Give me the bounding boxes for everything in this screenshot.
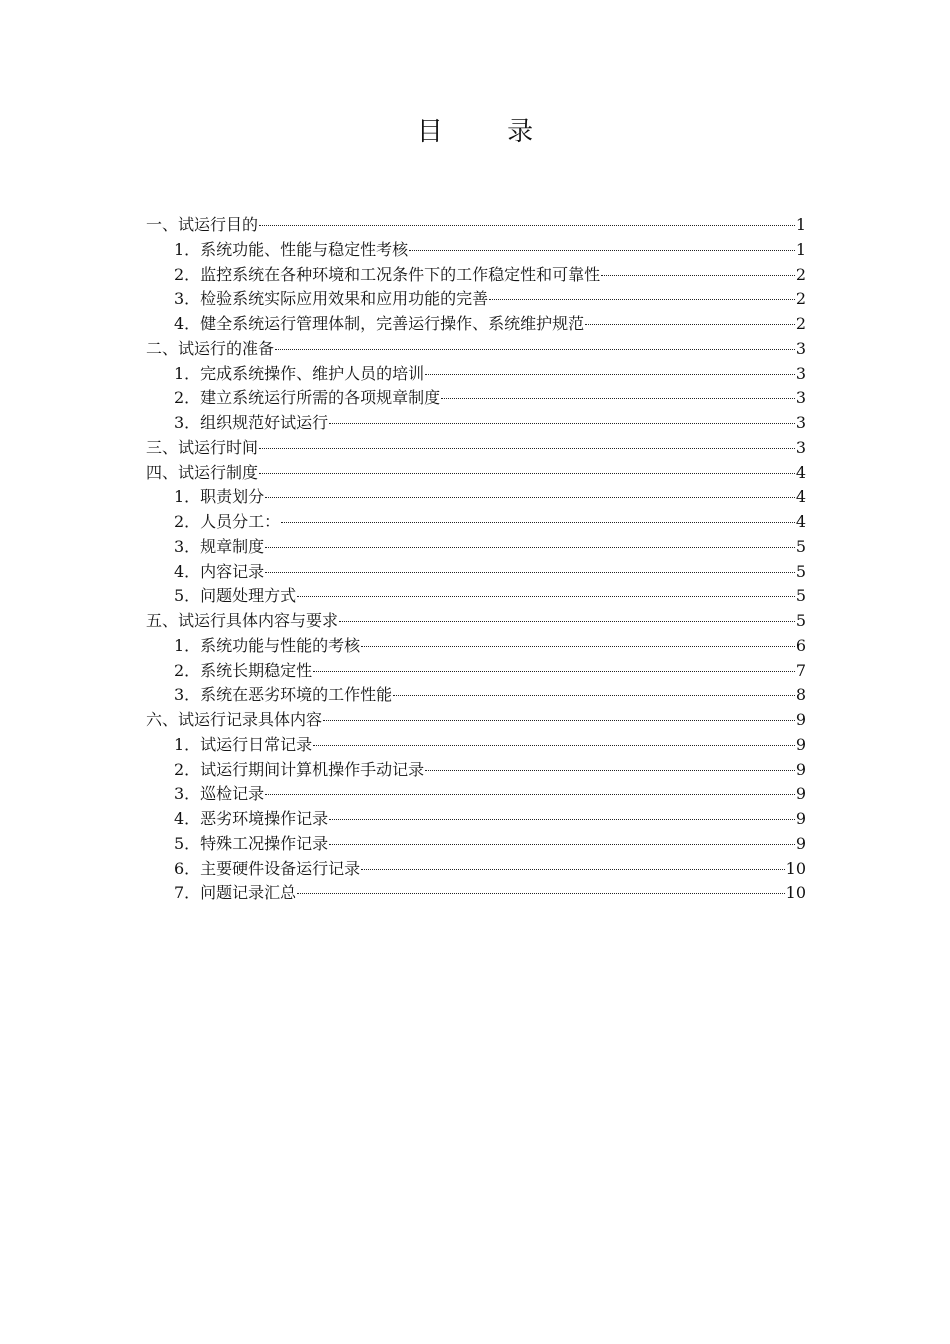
toc-entry[interactable] xyxy=(146,535,806,560)
dot-leader xyxy=(265,547,795,548)
toc-entry-page-number: 5 xyxy=(795,536,806,556)
toc-entry-page-number: 7 xyxy=(795,660,806,680)
dot-leader xyxy=(361,869,784,870)
dot-leader xyxy=(259,473,795,474)
toc-entry-text: 1．系统功能与性能的考核 xyxy=(174,635,361,655)
toc-entry[interactable] xyxy=(146,461,806,486)
toc-entry-page-number: 3 xyxy=(795,413,806,432)
toc-entry-text: 3．巡检记录 xyxy=(174,784,265,804)
dot-leader xyxy=(585,324,795,325)
dot-leader xyxy=(275,349,795,350)
toc-entry-page-number: 9 xyxy=(795,809,806,828)
toc-entry-page-number: 9 xyxy=(795,734,806,754)
toc-entry[interactable] xyxy=(146,312,806,337)
toc-entry-page-number: 10 xyxy=(785,883,806,903)
toc-entry-page-number: 1 xyxy=(795,239,806,259)
toc-entry-page-number: 4 xyxy=(795,487,806,507)
toc-entry[interactable] xyxy=(146,411,806,436)
dot-leader xyxy=(441,398,795,399)
toc-entry-page-number: 6 xyxy=(795,635,806,655)
dot-leader xyxy=(323,720,795,721)
toc-entry-page-number: 3 xyxy=(795,338,806,358)
toc-entry-text: 1．职责划分 xyxy=(174,487,265,507)
toc-entry[interactable] xyxy=(146,263,806,288)
toc-entry[interactable] xyxy=(146,782,806,807)
toc-entry[interactable] xyxy=(146,659,806,684)
dot-leader xyxy=(409,250,795,251)
dot-leader xyxy=(329,423,795,424)
toc-title: 目 录 xyxy=(416,117,562,147)
toc-entry-text: 一、试运行目的 xyxy=(146,215,259,234)
toc-entry[interactable] xyxy=(146,287,806,312)
toc-entry[interactable] xyxy=(146,213,806,238)
toc-entry-text: 3．规章制度 xyxy=(174,536,265,556)
toc-entry-text: 4．恶劣环境操作记录 xyxy=(174,809,329,828)
dot-leader xyxy=(425,770,795,771)
toc-entry-text: 二、试运行的准备 xyxy=(146,338,275,358)
toc-entry[interactable] xyxy=(146,485,806,510)
toc-entry-text: 2．试运行期间计算机操作手动记录 xyxy=(174,759,425,779)
toc-entry-text: 3．系统在恶劣环境的工作性能 xyxy=(174,685,393,705)
toc-entry-text: 6．主要硬件设备运行记录 xyxy=(174,858,361,878)
toc-entry-page-number: 9 xyxy=(795,833,806,853)
dot-leader xyxy=(425,374,795,375)
toc-entry[interactable] xyxy=(146,584,806,609)
dot-leader xyxy=(259,225,795,226)
dot-leader xyxy=(601,275,795,276)
dot-leader xyxy=(259,448,795,449)
toc-entry-text: 4．健全系统运行管理体制，完善运行操作、系统维护规范 xyxy=(174,314,585,333)
toc-entry[interactable] xyxy=(146,386,806,411)
toc-entry[interactable] xyxy=(146,510,806,535)
toc-entry-text: 3．检验系统实际应用效果和应用功能的完善 xyxy=(174,289,489,309)
dot-leader xyxy=(313,745,795,746)
toc-entry-text: 2．人员分工： xyxy=(174,512,281,531)
toc-entry-page-number: 3 xyxy=(795,388,806,408)
toc-entry-page-number: 3 xyxy=(795,363,806,383)
toc-entry[interactable] xyxy=(146,733,806,758)
toc-entry[interactable] xyxy=(146,683,806,708)
toc-entry[interactable] xyxy=(146,708,806,733)
toc-list xyxy=(146,213,806,906)
toc-entry[interactable] xyxy=(146,609,806,634)
toc-entry[interactable] xyxy=(146,238,806,263)
toc-entry-page-number: 2 xyxy=(795,264,806,284)
toc-entry-text: 2．建立系统运行所需的各项规章制度 xyxy=(174,388,441,408)
toc-entry-text: 2．系统长期稳定性 xyxy=(174,660,313,680)
toc-entry-page-number: 4 xyxy=(795,512,806,531)
toc-entry[interactable] xyxy=(146,881,806,906)
toc-entry-page-number: 3 xyxy=(795,437,806,457)
toc-entry-text: 1．完成系统操作、维护人员的培训 xyxy=(174,363,425,383)
dot-leader xyxy=(489,299,795,300)
dot-leader xyxy=(393,695,795,696)
toc-entry-text: 2．监控系统在各种环境和工况条件下的工作稳定性和可靠性 xyxy=(174,264,601,284)
dot-leader xyxy=(265,794,795,795)
toc-entry-text: 四、试运行制度 xyxy=(146,462,259,482)
toc-entry-text: 六、试运行记录具体内容 xyxy=(146,710,323,729)
toc-entry[interactable] xyxy=(146,758,806,783)
toc-entry-page-number: 9 xyxy=(795,784,806,804)
dot-leader xyxy=(265,497,795,498)
dot-leader xyxy=(313,671,795,672)
dot-leader xyxy=(339,621,795,622)
toc-entry-text: 1．系统功能、性能与稳定性考核 xyxy=(174,239,409,259)
toc-entry-text: 4．内容记录 xyxy=(174,561,265,581)
toc-entry-text: 3．组织规范好试运行 xyxy=(174,413,329,432)
toc-entry-text: 五、试运行具体内容与要求 xyxy=(146,611,339,630)
dot-leader xyxy=(265,572,795,573)
toc-entry[interactable] xyxy=(146,634,806,659)
toc-entry-text: 5．特殊工况操作记录 xyxy=(174,833,329,853)
toc-entry-page-number: 2 xyxy=(795,289,806,309)
dot-leader xyxy=(329,844,795,845)
toc-entry-page-number: 8 xyxy=(795,685,806,705)
dot-leader xyxy=(361,646,795,647)
toc-entry[interactable] xyxy=(146,362,806,387)
toc-entry-page-number: 5 xyxy=(795,561,806,581)
toc-entry-text: 1．试运行日常记录 xyxy=(174,734,313,754)
toc-entry[interactable] xyxy=(146,337,806,362)
toc-entry[interactable] xyxy=(146,832,806,857)
toc-entry-page-number: 1 xyxy=(795,215,806,234)
toc-entry[interactable] xyxy=(146,807,806,832)
toc-entry-page-number: 10 xyxy=(785,858,806,878)
toc-entry[interactable] xyxy=(146,560,806,585)
dot-leader xyxy=(329,819,795,820)
toc-entry-text: 7．问题记录汇总 xyxy=(174,883,297,903)
toc-entry-page-number: 9 xyxy=(795,710,806,729)
toc-entry-text: 5．问题处理方式 xyxy=(174,586,297,606)
toc-entry-page-number: 9 xyxy=(795,759,806,779)
toc-entry[interactable] xyxy=(146,436,806,461)
toc-entry-page-number: 5 xyxy=(795,586,806,606)
toc-entry-page-number: 4 xyxy=(795,462,806,482)
dot-leader xyxy=(297,893,784,894)
dot-leader xyxy=(297,596,795,597)
toc-entry-text: 三、试运行时间 xyxy=(146,437,259,457)
dot-leader xyxy=(281,522,795,523)
toc-entry-page-number: 5 xyxy=(795,611,806,630)
toc-entry[interactable] xyxy=(146,857,806,882)
toc-entry-page-number: 2 xyxy=(795,314,806,333)
